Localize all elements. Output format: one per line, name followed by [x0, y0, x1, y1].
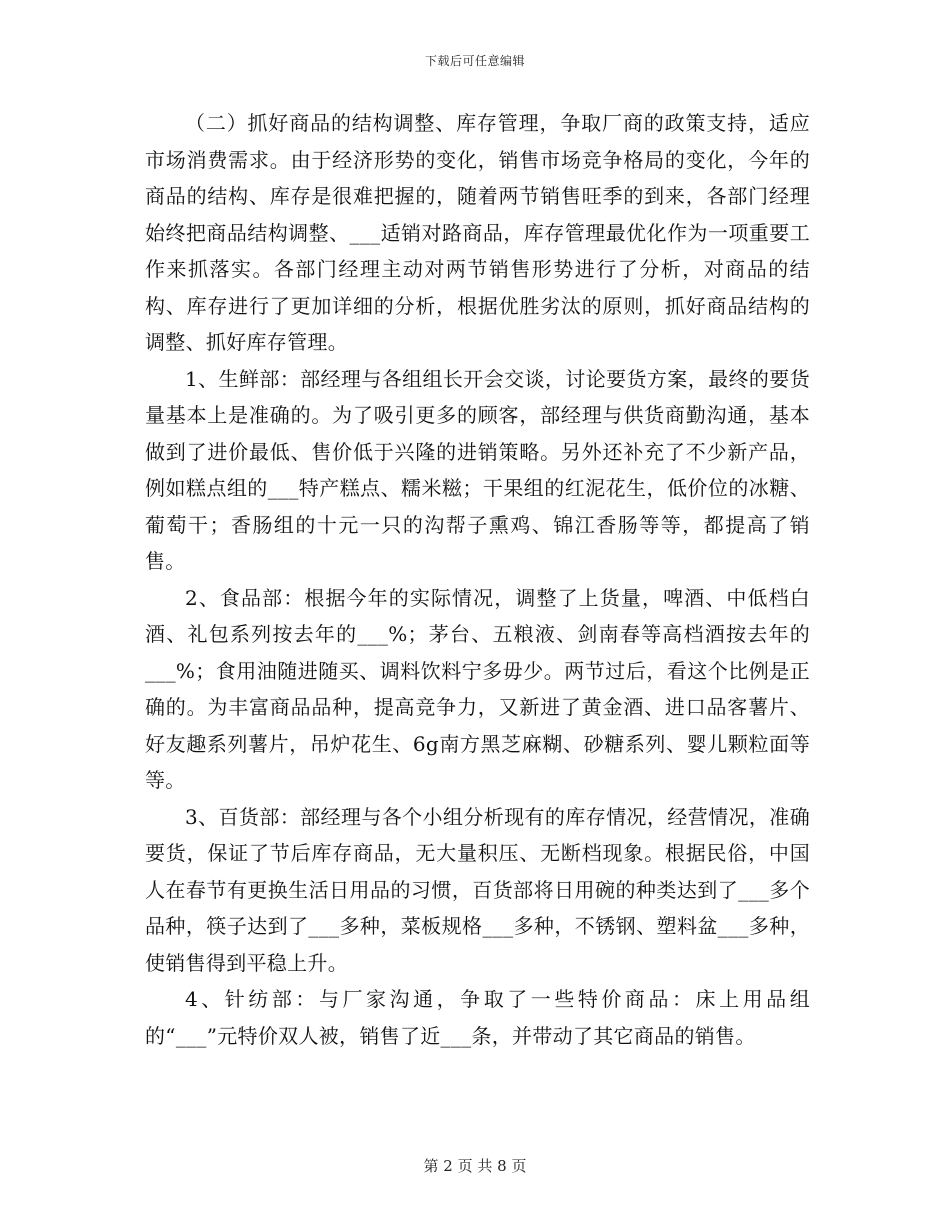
paragraph-fresh-dept: 1、生鲜部：部经理与各组组长开会交谈，讨论要货方案，最终的要货量基本上是准确的。为了吸引更多的顾客，部经理与供货商勤沟通，基本做到了进价最低、售价低于兴隆的进销策略。另外还补充了不少新产品，例如糕点组的___特产糕点、糯米糍；干果组的红泥花生，低价位的冰糖、葡萄干；香肠组的十元一只的沟帮子熏鸡、锦江香肠等等，都提高了销售。: [145, 366, 810, 573]
paragraph-structure-adjustment: （二）抓好商品的结构调整、库存管理，争取厂商的政策支持，适应市场消费需求。由于经济形势的变化，销售市场竞争格局的变化，今年的商品的结构、库存是很难把握的，随着两节销售旺季的到来，各部门经理始终把商品结构调整、___适销对路商品，库存管理最优化作为一项重要工作来抓落实。各部门经理主动对两节销售形势进行了分析，对商品的结构、库存进行了更加详细的分析，根据优胜劣汰的原则，抓好商品结构的调整、抓好库存管理。: [145, 111, 810, 354]
page-header: 下载后可任意编辑: [424, 54, 525, 68]
page-number-footer: 第 2 页 共 8 页: [423, 1157, 527, 1175]
paragraph-food-dept: 2、食品部：根据今年的实际情况，调整了上货量，啤酒、中低档白酒、礼包系列按去年的___%；茅台、五粮液、剑南春等高档酒按去年的___%；食用油随进随买、调料饮料宁多毋少。两节过后，看这个比例是正确的。为丰富商品品种，提高竞争力，又新进了黄金酒、进口品客薯片、好友趣系列薯片，吊炉花生、6g南方黑芝麻糊、砂糖系列、婴儿颗粒面等等。: [145, 585, 810, 792]
document-body: [145, 105, 810, 1054]
paragraph-general-merchandise-dept: 3、百货部：部经理与各个小组分析现有的库存情况，经营情况，准确要货，保证了节后库存商品，无大量积压、无断档现象。根据民俗，中国人在春节有更换生活日用品的习惯，百货部将日用碗的种类达到了___多个品种，筷子达到了___多种，菜板规格___多种，不锈钢、塑料盆___多种，使销售得到平稳上升。: [145, 804, 810, 975]
paragraph-textile-dept: 4、针纺部：与厂家沟通，争取了一些特价商品：床上用品组的“___”元特价双人被，销售了近___条，并带动了其它商品的销售。: [145, 987, 810, 1048]
